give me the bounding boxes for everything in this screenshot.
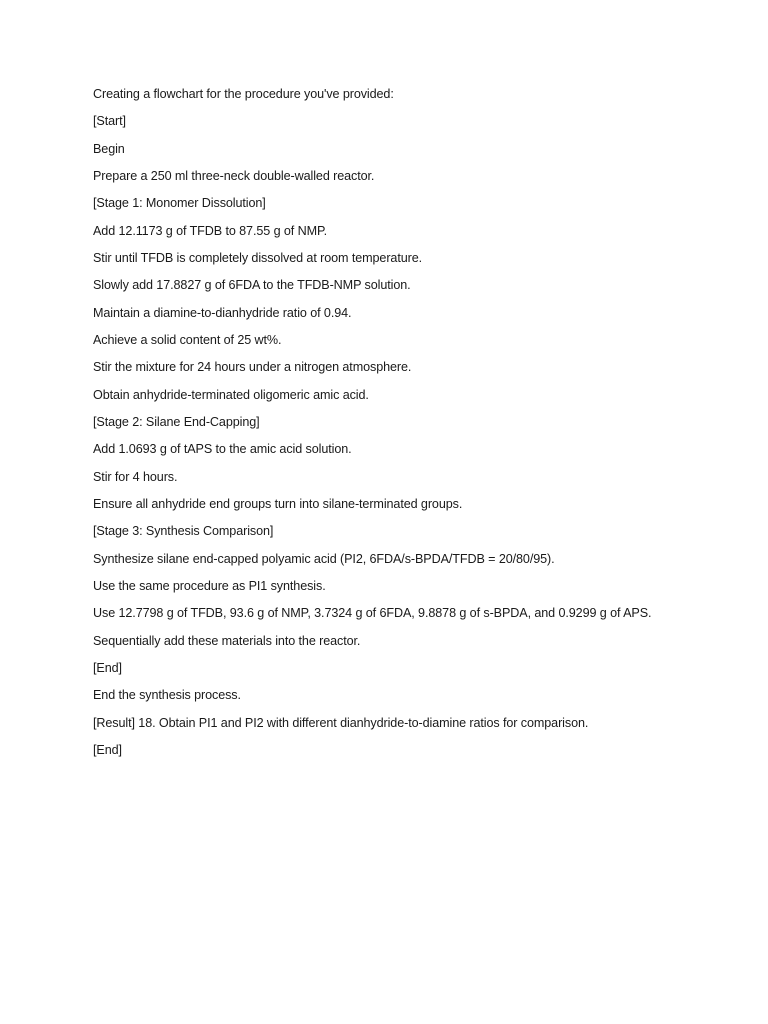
procedure-step: Use 12.7798 g of TFDB, 93.6 g of NMP, 3.7324 g of 6FDA, 9.8878 g of s-BPDA, and 0.9299 g of APS.: [93, 606, 652, 621]
procedure-step: Stir the mixture for 24 hours under a nitrogen atmosphere.: [93, 360, 412, 375]
result-line: [Result] 18. Obtain PI1 and PI2 with different dianhydride-to-diamine ratios for comparison.: [93, 715, 589, 730]
procedure-step: Obtain anhydride-terminated oligomeric amic acid.: [93, 387, 369, 402]
procedure-step: Achieve a solid content of 25 wt%.: [93, 332, 282, 347]
procedure-step: Add 12.1173 g of TFDB to 87.55 g of NMP.: [93, 223, 328, 238]
procedure-step: Slowly add 17.8827 g of 6FDA to the TFDB-NMP solution.: [93, 278, 411, 293]
procedure-step: End the synthesis process.: [93, 688, 241, 703]
stage-heading: [Stage 3: Synthesis Comparison]: [93, 524, 274, 539]
document-body: [93, 86, 733, 769]
start-marker: [Start]: [93, 114, 126, 129]
procedure-step: Prepare a 250 ml three-neck double-walled reactor.: [93, 168, 375, 183]
stage-heading: [Stage 1: Monomer Dissolution]: [93, 196, 266, 211]
end-marker: [End]: [93, 660, 122, 675]
procedure-step: Synthesize silane end-capped polyamic acid (PI2, 6FDA/s-BPDA/TFDB = 20/80/95).: [93, 551, 555, 566]
procedure-step: Sequentially add these materials into the reactor.: [93, 633, 361, 648]
stage-heading: [Stage 2: Silane End-Capping]: [93, 414, 260, 429]
procedure-step: Ensure all anhydride end groups turn into silane-terminated groups.: [93, 496, 463, 511]
procedure-step: Begin: [93, 141, 125, 156]
procedure-step: Use the same procedure as PI1 synthesis.: [93, 578, 326, 593]
procedure-step: Stir until TFDB is completely dissolved at room temperature.: [93, 250, 423, 265]
procedure-step: Maintain a diamine-to-dianhydride ratio of 0.94.: [93, 305, 352, 320]
end-marker: [End]: [93, 742, 122, 757]
procedure-step: Stir for 4 hours.: [93, 469, 178, 484]
procedure-step: Add 1.0693 g of tAPS to the amic acid solution.: [93, 442, 352, 457]
intro-line: Creating a flowchart for the procedure you've provided:: [93, 87, 394, 101]
